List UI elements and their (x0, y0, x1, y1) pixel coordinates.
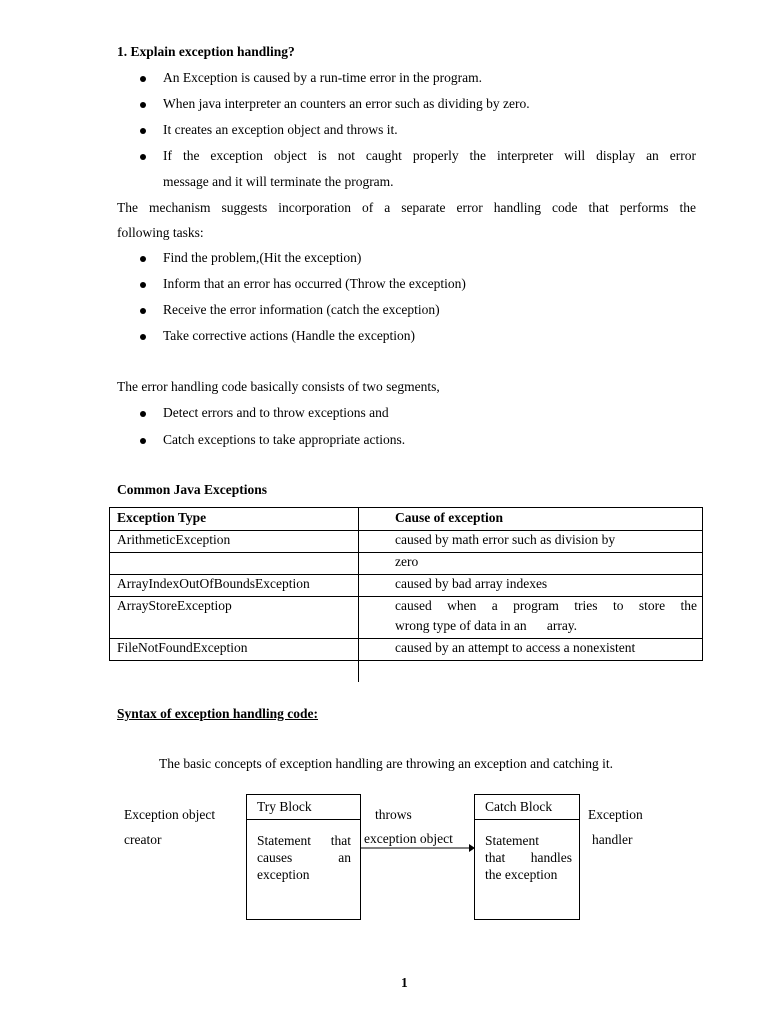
table-header-cause: Cause of exception (395, 510, 503, 525)
table-cell-cause: caused by an attempt to access a nonexistent (395, 640, 636, 655)
task-item: Inform that an error has occurred (Throw the exception) (163, 276, 466, 291)
syntax-intro: The basic concepts of exception handling are throwing an exception and catching it. (159, 756, 613, 771)
handler-label-continued: handler (592, 832, 633, 847)
handler-label: Exception (588, 807, 643, 822)
table-cell-cause: caused by bad array indexes (395, 576, 548, 591)
catch-block-body: the exception (485, 867, 558, 882)
question-title: 1. Explain exception handling? (117, 44, 295, 59)
catch-block-title: Catch Block (485, 799, 553, 814)
bullet-icon (140, 282, 146, 288)
creator-label-continued: creator (124, 832, 162, 847)
table-cell-type: ArrayStoreExceptiop (117, 598, 232, 613)
table-cell-type: ArrayIndexOutOfBoundsException (117, 576, 310, 591)
bullet-icon (140, 334, 146, 340)
segment-item: Catch exceptions to take appropriate actions. (163, 432, 406, 447)
catch-block-divider (474, 819, 580, 820)
table-divider (109, 552, 703, 553)
page-number: 1 (401, 975, 408, 990)
table-cell-cause: caused when a program tries to store the (395, 598, 697, 613)
syntax-title: Syntax of exception handling code: (117, 706, 319, 721)
bullet-icon (140, 438, 146, 444)
creator-label: Exception object (124, 807, 216, 822)
bullet-icon (140, 128, 146, 134)
segment-item: Detect errors and to throw exceptions and (163, 405, 389, 420)
bullet-icon (140, 411, 146, 417)
segments-intro: The error handling code basically consists of two segments, (117, 379, 440, 394)
table-cell-cause-continued: wrong type of data in an array. (395, 618, 578, 633)
throws-arrow-icon (361, 842, 475, 854)
catch-block-body: that handles (485, 850, 572, 865)
table-divider (109, 530, 703, 531)
table-column-divider (358, 508, 359, 682)
mechanism-paragraph-line1: The mechanism suggests incorporation of a separate error handling code that performs the (117, 200, 696, 215)
table-cell-type: ArithmeticException (117, 532, 231, 547)
bullet-text: It creates an exception object and throws it. (163, 122, 398, 137)
task-item: Take corrective actions (Handle the exception) (163, 328, 416, 343)
bullet-text-continued: message and it will terminate the program. (163, 174, 394, 189)
try-block-body: causes an (257, 850, 351, 865)
bullet-text: An Exception is caused by a run-time error in the program. (163, 70, 483, 85)
table-cell-type: FileNotFoundException (117, 640, 248, 655)
catch-block-body: Statement (485, 833, 539, 848)
bullet-icon (140, 308, 146, 314)
table-divider (109, 638, 703, 639)
try-block-title: Try Block (257, 799, 312, 814)
bullet-text: When java interpreter an counters an error such as dividing by zero. (163, 96, 530, 111)
task-item: Receive the error information (catch the exception) (163, 302, 440, 317)
common-exceptions-title: Common Java Exceptions (117, 482, 268, 497)
arrow-label-continued: exception object (364, 831, 453, 846)
try-block-body: exception (257, 867, 310, 882)
table-divider (109, 596, 703, 597)
table-cell-cause: caused by math error such as division by (395, 532, 616, 547)
task-item: Find the problem,(Hit the exception) (163, 250, 362, 265)
try-block-divider (246, 819, 361, 820)
table-divider (109, 574, 703, 575)
try-block-body: Statement that (257, 833, 351, 848)
mechanism-paragraph-line2: following tasks: (117, 225, 204, 240)
bullet-icon (140, 256, 146, 262)
table-header-type: Exception Type (117, 510, 207, 525)
bullet-text: If the exception object is not caught properly the interpreter will display an error (163, 148, 696, 163)
bullet-icon (140, 154, 146, 160)
arrow-label: throws (375, 807, 412, 822)
bullet-icon (140, 76, 146, 82)
bullet-icon (140, 102, 146, 108)
table-cell-cause: zero (395, 554, 419, 569)
